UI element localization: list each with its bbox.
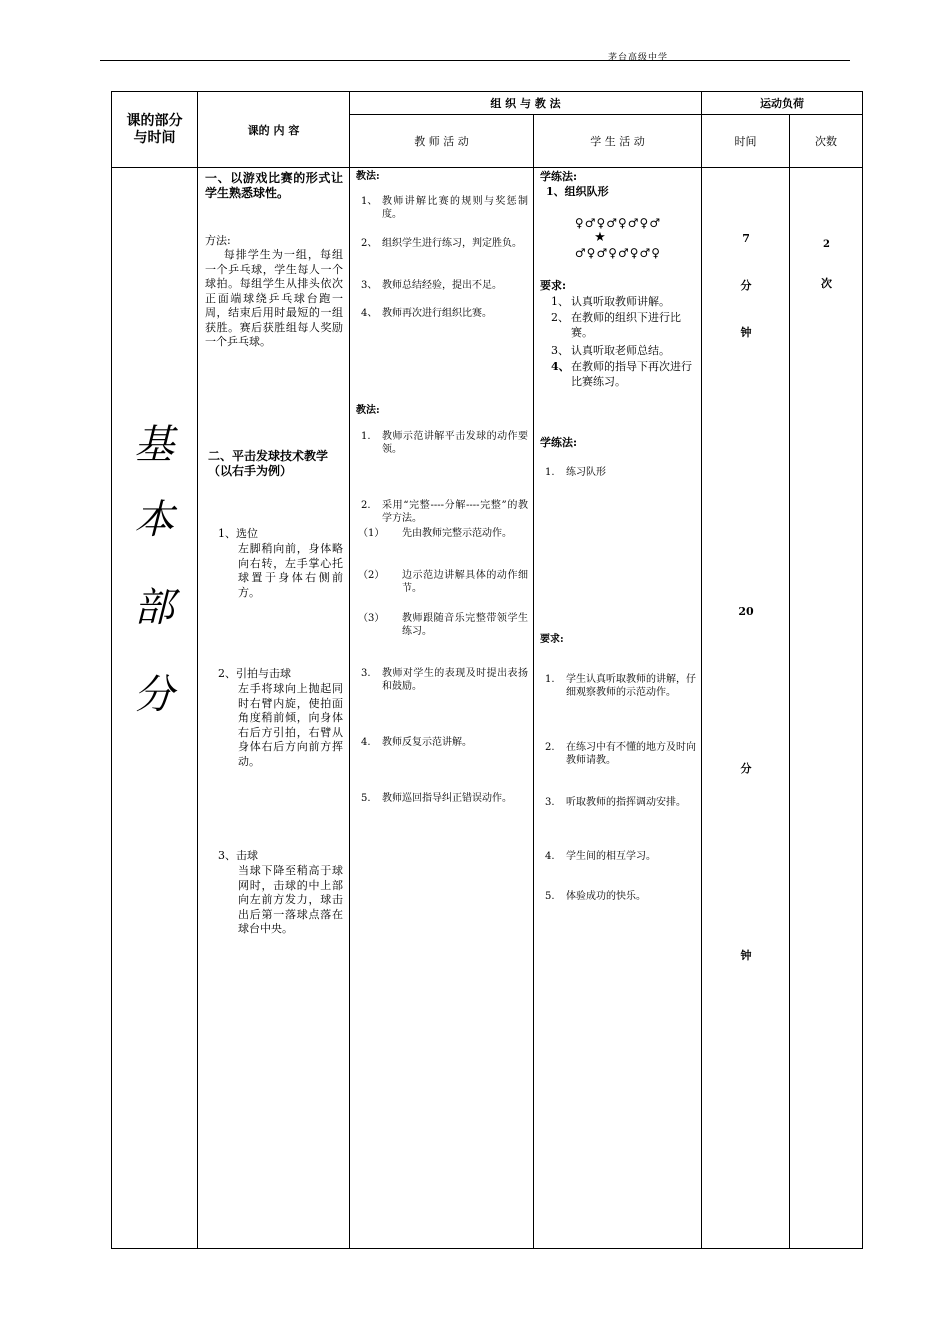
t2-5-text: 教师巡回指导纠正错误动作。 [382,793,512,804]
step2-body: 左手将球向上抛起同时右臂内旋，使拍面角度稍前倾，向身体右后方引拍，右臂从身体右后方向前方挥动。 [238,682,343,768]
t2-2-sub2-num: （2） [358,570,385,581]
r4-num: 4、 [551,360,570,373]
t2-1-num: 1. [361,431,371,442]
count-cell [790,168,863,1249]
p2-text: 练习队形 [566,467,606,478]
head-load: 运动负荷 [702,92,863,115]
lesson-plan-table [111,91,863,1249]
t3-text: 教师总结经验，提出不足。 [382,280,502,291]
p2-num: 1. [545,467,555,478]
student-cell [534,168,702,1249]
t2-3-num: 3. [361,668,371,679]
head-content: 课的 内 容 [198,92,350,168]
t3-num: 3、 [361,280,378,291]
student-formation-title: 1、组织队形 [546,185,609,198]
student-req2-label: 要求: [540,634,564,645]
t2-2-sub3-num: （3） [358,613,385,624]
t4-num: 4、 [361,308,378,319]
school-name: 茅台高级中学 [608,53,669,63]
t2-2-num: 2. [361,500,371,511]
q3-num: 3. [545,797,555,808]
count1-value: 2 [823,239,830,250]
student-practice1-label: 学练法: [540,170,578,183]
part-char-1: 基 [134,422,174,468]
t2-5-num: 5. [361,793,371,804]
q2-num: 2. [545,742,555,753]
t2-4-text: 教师反复示范讲解。 [382,737,472,748]
r1-num: 1、 [551,295,569,308]
part-char-3: 部 [134,585,174,631]
head-org: 组 织 与 教 法 [350,92,702,115]
t1-text: 教师讲解比赛的规则与奖惩制度。 [382,196,528,220]
q2-text: 在练习中有不懂的地方及时向教师请教。 [566,742,696,766]
section2-title: 二、平击发球技术教学（以右手为例） [208,449,329,478]
part-char-2: 本 [134,497,174,543]
q1-text: 学生认真听取教师的讲解，仔细观察教师的示范动作。 [566,674,696,698]
q4-text: 学生间的相互学习。 [566,851,656,862]
time1-unit-1: 分 [740,279,752,292]
time2-unit-2: 钟 [740,949,752,962]
t2-2-sub1-text: 先由教师完整示范动作。 [402,528,512,539]
r3-num: 3、 [551,344,569,357]
count1-unit: 次 [821,277,833,290]
t2-2-sub1-num: （1） [358,528,385,539]
content-cell [198,168,350,1249]
q4-num: 4. [545,851,555,862]
method-label: 方法: [205,234,231,247]
step1-title: 1、选位 [218,527,258,540]
section1-title: 一、以游戏比赛的形式让学生熟悉球性。 [205,171,343,200]
formation-row-2: ♂♀♂♀♂♀♂♀ [574,246,662,260]
time-cell [702,168,790,1249]
t2-2-sub2-text: 边示范边讲解具体的动作细节。 [402,570,528,594]
r2-num: 2、 [551,311,569,324]
head-count: 次数 [790,115,863,168]
header-rule [100,60,850,61]
t4-text: 教师再次进行组织比赛。 [382,308,492,319]
student-practice2-label: 学练法: [540,436,578,449]
time2-value: 20 [738,605,754,618]
teacher-star-icon: ★ [594,230,606,245]
step2-title: 2、引拍与击球 [218,667,291,680]
r4-text: 在教师的指导下再次进行比赛练习。 [571,360,692,388]
head-part-time: 课的部分与时间 [112,92,198,168]
time1-value: 7 [742,232,750,245]
head-time: 时间 [702,115,790,168]
q5-num: 5. [545,891,555,902]
part-char-4: 分 [134,672,174,718]
q3-text: 听取教师的指挥调动安排。 [566,797,686,808]
r1-text: 认真听取教师讲解。 [571,295,670,308]
formation-row-1: ♀♂♀♂♀♂♀♂ [574,216,662,230]
teacher-cell [350,168,534,1249]
t2-2-text: 采用“完整----分解----完整”的教学方法。 [382,500,528,524]
r2-text: 在教师的组织下进行比赛。 [571,311,681,339]
q1-num: 1. [545,674,555,685]
step3-title: 3、击球 [218,849,258,862]
step3-body: 当球下降至稍高于球网时，击球的中上部向左前方发力，球击出后第一落球点落在球台中央。 [238,864,343,935]
part-cell [112,168,198,1249]
t2-1-text: 教师示范讲解平击发球的动作要领。 [382,431,528,455]
r3-text: 认真听取老师总结。 [571,344,670,357]
head-student: 学 生 活 动 [534,115,702,168]
t2-3-text: 教师对学生的表现及时提出表扬和鼓励。 [382,668,528,692]
q5-text: 体验成功的快乐。 [566,891,646,902]
t2-2-sub3-text: 教师跟随音乐完整带领学生练习。 [402,613,528,637]
t2-text: 组织学生进行练习，判定胜负。 [382,238,522,249]
time2-unit-1: 分 [740,762,752,775]
t2-num: 2、 [361,238,378,249]
method-body: 每排学生为一组，每组一个乒乓球，学生每人一个球拍。每组学生从排头依次正面端球绕乒乓球台跑一周，结束后用时最短的一组获胜。赛后获胜组每人奖励一个乒乓球。 [205,248,343,348]
t2-4-num: 4. [361,737,371,748]
t1-num: 1、 [361,196,378,207]
teacher-method1-label: 教法: [356,171,380,182]
student-req1-label: 要求: [540,279,567,292]
time1-unit-2: 钟 [740,326,752,339]
head-teacher: 教 师 活 动 [350,115,534,168]
teacher-method2-label: 教法: [356,405,380,416]
step1-body: 左脚稍向前，身体略向右转，左手掌心托球置于身体右侧前方。 [238,542,343,599]
